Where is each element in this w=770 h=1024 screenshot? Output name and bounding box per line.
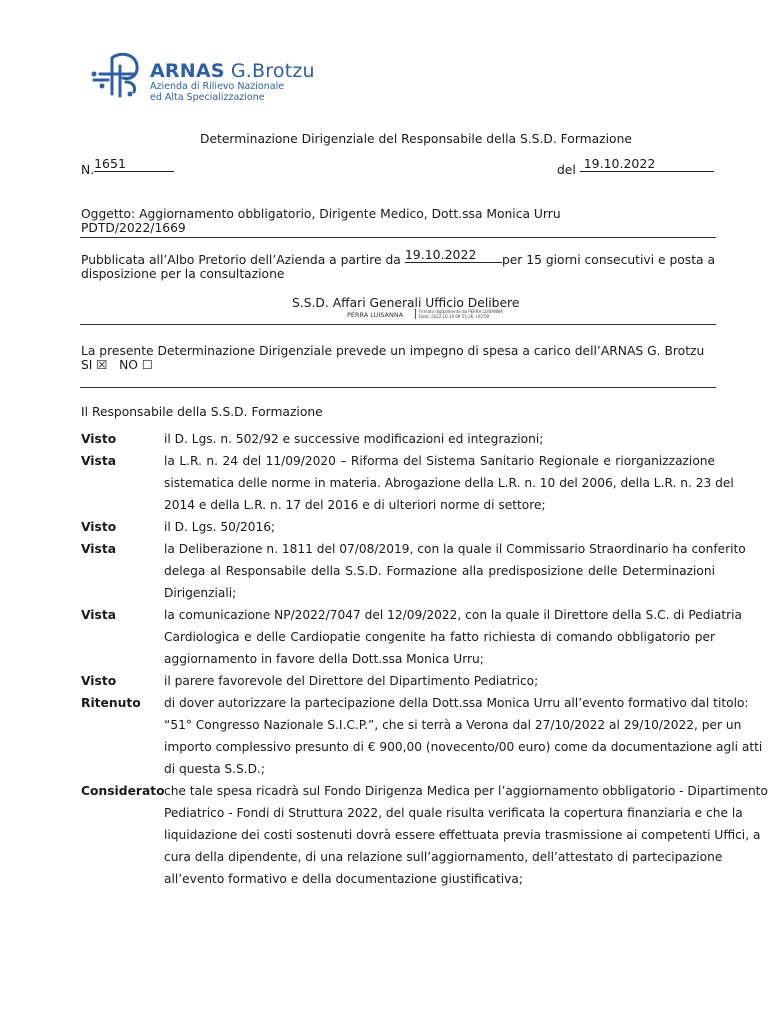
section-text-line: di questa S.S.D.; bbox=[164, 762, 266, 776]
divider bbox=[80, 237, 716, 238]
section-text bbox=[164, 450, 734, 516]
number-label: N. bbox=[81, 163, 95, 177]
office-name: S.S.D. Affari Generali Ufficio Delibere bbox=[292, 296, 520, 310]
section-text-line: Dirigenziali; bbox=[164, 586, 237, 600]
signature-date: Data: 2022.10.19 09:55:36 +02'00' bbox=[419, 314, 491, 319]
section-label-visto: Visto bbox=[81, 520, 117, 534]
section-text-line: delega al Responsabile della S.S.D. Formazione alla predisposizione delle Determinazioni bbox=[164, 564, 715, 578]
section-text bbox=[164, 670, 715, 692]
date-value: 19.10.2022 bbox=[580, 156, 714, 172]
publication-date: 19.10.2022 bbox=[405, 247, 502, 263]
section-text-line: Cardiologica e delle Cardiopatie congenite ha fatto richiesta di comando obbligatorio per bbox=[164, 630, 715, 644]
number-value: 1651 bbox=[94, 156, 174, 172]
section-text bbox=[164, 516, 715, 538]
expense-si: SI ☒ bbox=[81, 358, 108, 372]
section-text-line: Pediatrico - Fondi di Struttura 2022, del quale risulta verificata la copertura finanziaria e che la bbox=[164, 806, 743, 820]
section-text-line: il parere favorevole del Direttore del Dipartimento Pediatrico; bbox=[164, 674, 539, 688]
subject-line-2: PDTD/2022/1669 bbox=[81, 221, 186, 235]
brand-block bbox=[150, 60, 315, 103]
signer-name: PERRA LUISANNA bbox=[347, 311, 404, 319]
section-label-vista: Vista bbox=[81, 542, 117, 556]
expense-choice bbox=[81, 358, 153, 372]
section-text-line: la Deliberazione n. 1811 del 07/08/2019, con la quale il Commissario Straordinario ha conferito bbox=[164, 542, 746, 556]
section-label-vista: Vista bbox=[81, 608, 117, 622]
publication-suffix: per 15 giorni consecutivi e posta a bbox=[501, 253, 715, 267]
date-row bbox=[557, 156, 714, 178]
section-label-visto: Visto bbox=[81, 432, 117, 446]
section-text-line: importo complessivo presunto di € 900,00 (novecento/00 euro) come da documentazione agli atti bbox=[164, 740, 763, 754]
section-text-line: all’evento formativo e della documentazione giustificativa; bbox=[164, 872, 523, 886]
section-text-line: il D. Lgs. 50/2016; bbox=[164, 520, 276, 534]
section-text-line: la L.R. n. 24 del 11/09/2020 – Riforma del Sistema Sanitario Regionale e riorganizzazione bbox=[164, 454, 715, 468]
section-label-ritenuto: Ritenuto bbox=[81, 696, 141, 710]
expense-no: NO ☐ bbox=[119, 358, 153, 372]
number-row bbox=[81, 156, 174, 178]
section-text bbox=[164, 692, 763, 780]
divider bbox=[80, 387, 716, 388]
divider bbox=[80, 324, 716, 325]
document-title: Determinazione Dirigenziale del Responsabile della S.S.D. Formazione bbox=[200, 132, 632, 146]
section-text-line: di dover autorizzare la partecipazione della Dott.ssa Monica Urru all’evento formativo dal titolo: bbox=[164, 696, 749, 710]
signature-note: Firmato digitalmente da PERRA LUISANNA bbox=[419, 309, 503, 314]
subject-line-1: Oggetto: Aggiornamento obbligatorio, Dirigente Medico, Dott.ssa Monica Urru bbox=[81, 207, 561, 221]
section-text-line: cura della dipendente, di una relazione sull’aggiornamento, dell’attestato di partecipazione bbox=[164, 850, 723, 864]
publication-line-2: disposizione per la consultazione bbox=[81, 267, 285, 281]
section-label-considerato: Considerato bbox=[81, 784, 165, 798]
section-text-line: il D. Lgs. n. 502/92 e successive modificazioni ed integrazioni; bbox=[164, 432, 544, 446]
section-text-line: “51° Congresso Nazionale S.I.C.P.”, che si terrà a Verona dal 27/10/2022 al 29/10/2022, per un bbox=[164, 718, 742, 732]
digital-signature bbox=[415, 309, 503, 319]
responsible-heading: Il Responsabile della S.S.D. Formazione bbox=[81, 405, 323, 419]
date-label: del bbox=[557, 163, 576, 177]
section-text-line: la comunicazione NP/2022/7047 del 12/09/2022, con la quale il Direttore della S.C. di Pediatria bbox=[164, 608, 742, 622]
section-text bbox=[164, 538, 746, 604]
section-text bbox=[164, 604, 742, 670]
brand-line-1: Azienda di Rilievo Nazionale bbox=[150, 81, 285, 92]
section-text-line: 2014 e della L.R. n. 17 del 2016 e di ulteriori norme di settore; bbox=[164, 498, 546, 512]
section-label-vista: Vista bbox=[81, 454, 117, 468]
section-text bbox=[164, 428, 715, 450]
brand-name: ARNAS G.Brotzu bbox=[150, 60, 315, 82]
section-text-line: sistematica delle norme in materia. Abrogazione della L.R. n. 10 del 2006, della L.R. n. 23 del bbox=[164, 476, 734, 490]
section-label-visto: Visto bbox=[81, 674, 117, 688]
brand-line-2: ed Alta Specializzazione bbox=[150, 91, 265, 103]
expense-text: La presente Determinazione Dirigenziale prevede un impegno di spesa a carico dell’ARNAS G. Brotzu bbox=[81, 344, 705, 358]
section-text-line: che tale spesa ricadrà sul Fondo Dirigenza Medica per l’aggiornamento obbligatorio - Dipartimento bbox=[164, 784, 768, 798]
arnas-logo-icon bbox=[90, 52, 146, 98]
section-text bbox=[164, 780, 768, 890]
section-text-line: aggiornamento in favore della Dott.ssa Monica Urru; bbox=[164, 652, 484, 666]
section-text-line: liquidazione dei costi sostenuti dovrà essere effettuata previa trasmissione ai competenti Uffici, a bbox=[164, 828, 761, 842]
publication-prefix: Pubblicata all’Albo Pretorio dell’Azienda a partire da bbox=[81, 253, 401, 267]
